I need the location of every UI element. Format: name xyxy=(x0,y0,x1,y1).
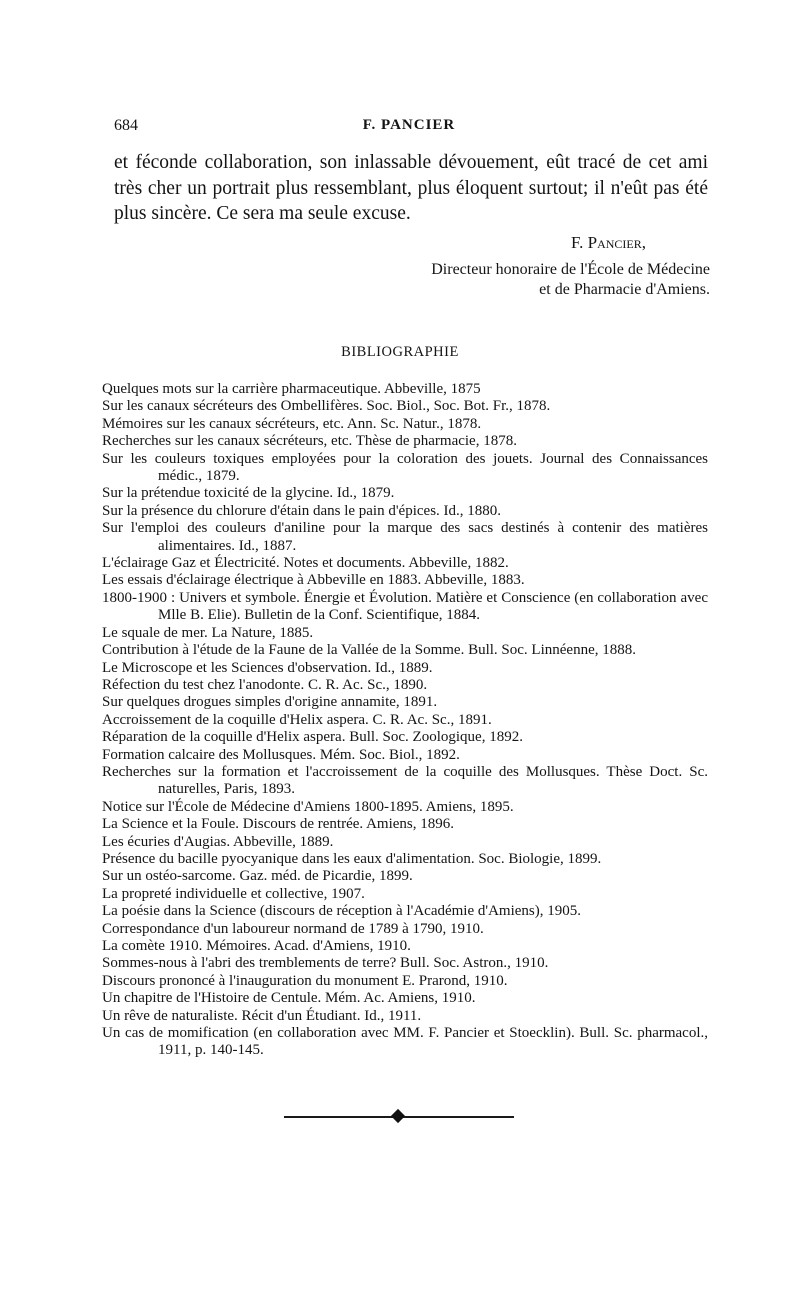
bibliography-list xyxy=(102,381,708,1060)
page-header xyxy=(114,117,704,139)
bibliography-entry: Sur l'emploi des couleurs d'aniline pour la marque des sacs destinés à contenir des matières alimentaires. Id., 1887. xyxy=(102,520,708,554)
bibliography-entry: 1800-1900 : Univers et symbole. Énergie et Évolution. Matière et Conscience (en collaboration avec Mlle B. Elie). Bulletin de la Conf. Scientifique, 1884. xyxy=(102,589,708,624)
bibliography-entry: Recherches sur les canaux sécréteurs, etc. Thèse de pharmacie, 1878. xyxy=(102,433,517,450)
bibliography-entry: Sur un ostéo-sarcome. Gaz. méd. de Picardie, 1899. xyxy=(102,868,413,885)
page-number: 684 xyxy=(114,117,138,134)
bibliography-entry: La propreté individuelle et collective, 1907. xyxy=(102,885,365,902)
intro-text xyxy=(114,150,708,227)
intro-paragraph: et féconde collaboration, son inlassable dévouement, eût tracé de cet ami très cher un portrait plus ressemblant, plus éloquent surtout; il n'eût pas été plus sincère. Ce sera ma seule excuse. xyxy=(114,152,708,224)
bibliography-entry: Un chapitre de l'Histoire de Centule. Mém. Ac. Amiens, 1910. xyxy=(102,990,476,1007)
bibliography-entry: Présence du bacille pyocyanique dans les eaux d'alimentation. Soc. Biologie, 1899. xyxy=(102,850,602,867)
bibliography-entry: Réparation de la coquille d'Helix aspera. Bull. Soc. Zoologique, 1892. xyxy=(102,729,523,746)
signature-title-line-1: Directeur honoraire de l'École de Médecine xyxy=(431,261,710,278)
bibliography-entry: L'éclairage Gaz et Électricité. Notes et documents. Abbeville, 1882. xyxy=(102,555,509,572)
bibliography-entry: La Science et la Foule. Discours de rentrée. Amiens, 1896. xyxy=(102,816,454,833)
bibliography-entry: Accroissement de la coquille d'Helix aspera. C. R. Ac. Sc., 1891. xyxy=(102,711,492,728)
bibliography-entry: Sommes-nous à l'abri des tremblements de terre? Bull. Soc. Astron., 1910. xyxy=(102,955,549,972)
bibliography-entry: Contribution à l'étude de la Faune de la Vallée de la Somme. Bull. Soc. Linnéenne, 1888. xyxy=(102,642,636,659)
end-ornament-diamond-icon xyxy=(391,1109,405,1123)
bibliography-entry: Les essais d'éclairage électrique à Abbeville en 1883. Abbeville, 1883. xyxy=(102,572,525,589)
bibliography-entry: Un cas de momification (en collaboration avec MM. F. Pancier et Stoecklin). Bull. Sc. pharmacol., 1911, p. 140-145. xyxy=(102,1025,708,1059)
bibliography-title: BIBLIOGRAPHIE xyxy=(341,344,459,360)
bibliography-entry: Quelques mots sur la carrière pharmaceutique. Abbeville, 1875 xyxy=(102,381,481,397)
bibliography-entry: Correspondance d'un laboureur normand de 1789 à 1790, 1910. xyxy=(102,920,484,937)
signature-title-line-2: et de Pharmacie d'Amiens. xyxy=(539,281,710,298)
bibliography-entry: Sur les couleurs toxiques employées pour la coloration des jouets. Journal des Connaissances médic., 1879. xyxy=(102,450,708,485)
bibliography-entry: La poésie dans la Science (discours de réception à l'Académie d'Amiens), 1905. xyxy=(102,903,581,920)
bibliography-entry: Notice sur l'École de Médecine d'Amiens 1800-1895. Amiens, 1895. xyxy=(102,798,514,815)
bibliography-entry: Sur la présence du chlorure d'étain dans le pain d'épices. Id., 1880. xyxy=(102,502,502,519)
running-head: F. PANCIER xyxy=(362,117,456,133)
bibliography-entry: La comète 1910. Mémoires. Acad. d'Amiens, 1910. xyxy=(102,938,411,954)
bibliography-entry: Un rêve de naturaliste. Récit d'un Étudiant. Id., 1911. xyxy=(102,1007,422,1024)
bibliography-entry: Les écuries d'Augias. Abbeville, 1889. xyxy=(102,833,334,850)
signature-initial: F. xyxy=(571,233,588,252)
bibliography-entry: Réfection du test chez l'anodonte. C. R. Ac. Sc., 1890. xyxy=(102,676,428,693)
bibliography-entry: Mémoires sur les canaux sécréteurs, etc. Ann. Sc. Natur., 1878. xyxy=(102,415,482,432)
bibliography-entry: Sur quelques drogues simples d'origine annamite, 1891. xyxy=(102,694,438,711)
bibliography-entry: Recherches sur la formation et l'accroissement de la coquille des Mollusques. Thèse Doct. Sc. naturelles, Paris, 1893. xyxy=(102,763,708,798)
bibliography-entry: Formation calcaire des Mollusques. Mém. Soc. Biol., 1892. xyxy=(102,746,460,763)
author-signature xyxy=(310,233,710,300)
bibliography-entry: Sur la prétendue toxicité de la glycine. Id., 1879. xyxy=(102,485,395,502)
signature-surname: Pancier, xyxy=(587,233,646,252)
bibliography-entry: Sur les canaux sécréteurs des Ombellifères. Soc. Biol., Soc. Bot. Fr., 1878. xyxy=(102,398,551,415)
bibliography-entry: Le squale de mer. La Nature, 1885. xyxy=(102,624,314,641)
signature-name xyxy=(310,233,646,253)
bibliography-entry: Discours prononcé à l'inauguration du monument E. Prarond, 1910. xyxy=(102,972,508,989)
bibliography-entry: Le Microscope et les Sciences d'observation. Id., 1889. xyxy=(102,659,433,676)
